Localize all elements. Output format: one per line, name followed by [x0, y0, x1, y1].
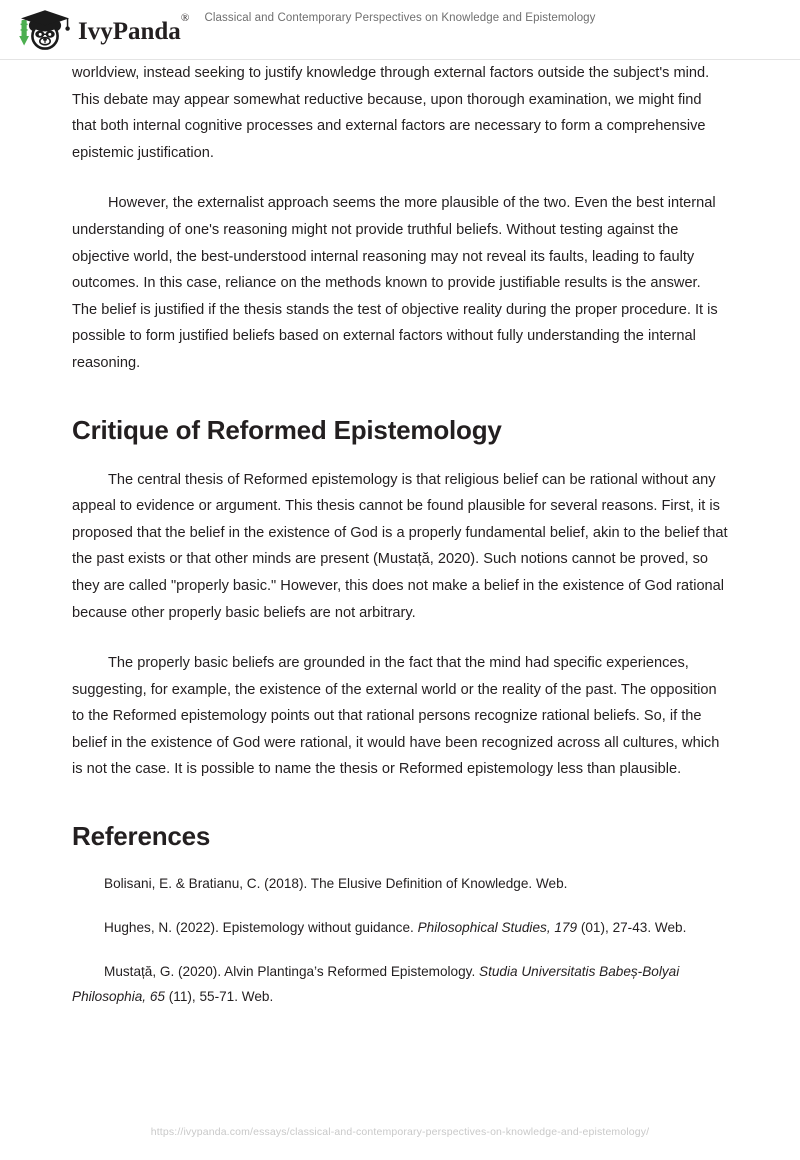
source-url[interactable]: https://ivypanda.com/essays/classical-and-contemporary-perspectives-on-knowledge-and-epistemology/ — [150, 1126, 650, 1138]
paragraph-critique-2: The properly basic beliefs are grounded in the fact that the mind had specific experiences, suggesting, for example, the existence of the external world or the reality of the past. The opposition to the Reformed epistemology points out that rational persons recognize rational beliefs. So, if the belief in the existence of God were rational, it would have been recognized across all cultures, which is not the case. It is possible to name the thesis or Reformed epistemology less than plausible. — [72, 655, 720, 778]
reference-spacer — [72, 896, 728, 915]
reference-text: Mustață, G. (2020). Alvin Plantinga’s Reformed Epistemology. — [104, 964, 480, 980]
paragraph-spacer — [72, 626, 728, 650]
reference-text: Hughes, N. (2022). Epistemology without guidance. — [104, 920, 418, 936]
section-references-heading-wrap — [72, 783, 728, 871]
reference-item — [72, 915, 728, 940]
paragraph-spacer — [72, 166, 728, 190]
heading-critique-of-reformed-epistemology: Critique of Reformed Epistemology — [72, 414, 502, 445]
reference-spacer — [72, 940, 728, 959]
page-footer — [0, 1122, 800, 1140]
brand-name: IvyPanda® — [78, 11, 190, 45]
reference-item — [72, 871, 728, 896]
document-body — [72, 60, 728, 1009]
section-critique-heading-wrap — [72, 377, 728, 467]
reference-item — [72, 959, 728, 1009]
reference-text: Bolisani, E. & Bratianu, C. (2018). The Elusive Definition of Knowledge. Web. — [104, 876, 568, 892]
paragraph-externalist: However, the externalist approach seems the more plausible of the two. Even the best internal understanding of one's reasoning might not provide truthful beliefs. Without testing against the objective world, the best-understood internal reasoning may not reveal its faults, leading to faulty outcomes. In this case, reliance on the methods known to provide justifiable results is the answer. The belief is justified if the thesis stands the test of objective reality during the proper procedure. It is possible to form justified beliefs based on external factors without fully understanding the internal reasoning. — [72, 195, 718, 371]
document-title: Classical and Contemporary Perspectives on Knowledge and Epistemology — [204, 12, 596, 24]
heading-references: References — [72, 821, 211, 852]
page-header — [0, 0, 800, 60]
paragraph-continuation: worldview, instead seeking to justify knowledge through external factors outside the subject's mind. This debate may appear somewhat reductive because, upon thorough examination, we might find that both internal cognitive processes and external factors are necessary to form a comprehensive epistemic justification. — [72, 65, 710, 161]
reference-text-tail: (01), 27-43. Web. — [577, 920, 687, 936]
reference-italic-title: Philosophical Studies, 179 — [417, 920, 578, 936]
reference-text-tail: (11), 55-71. Web. — [164, 989, 274, 1005]
paragraph-critique-1: The central thesis of Reformed epistemology is that religious belief can be rational without any appeal to evidence or argument. This thesis cannot be found plausible for several reasons. First, it is proposed that the belief in the existence of God is a properly fundamental belief, akin to the belief that the past exists or that other minds are present (Mustață, 2020). Such notions cannot be proved, so they are called "properly basic." However, this does not make a belief in the existence of God rational because other properly basic beliefs are not arbitrary. — [72, 471, 728, 621]
registered-trademark-icon: ® — [180, 11, 190, 24]
reference-italic-title: Studia Universitatis Babeș-Bolyai Philosophia, 65 — [72, 964, 680, 1005]
